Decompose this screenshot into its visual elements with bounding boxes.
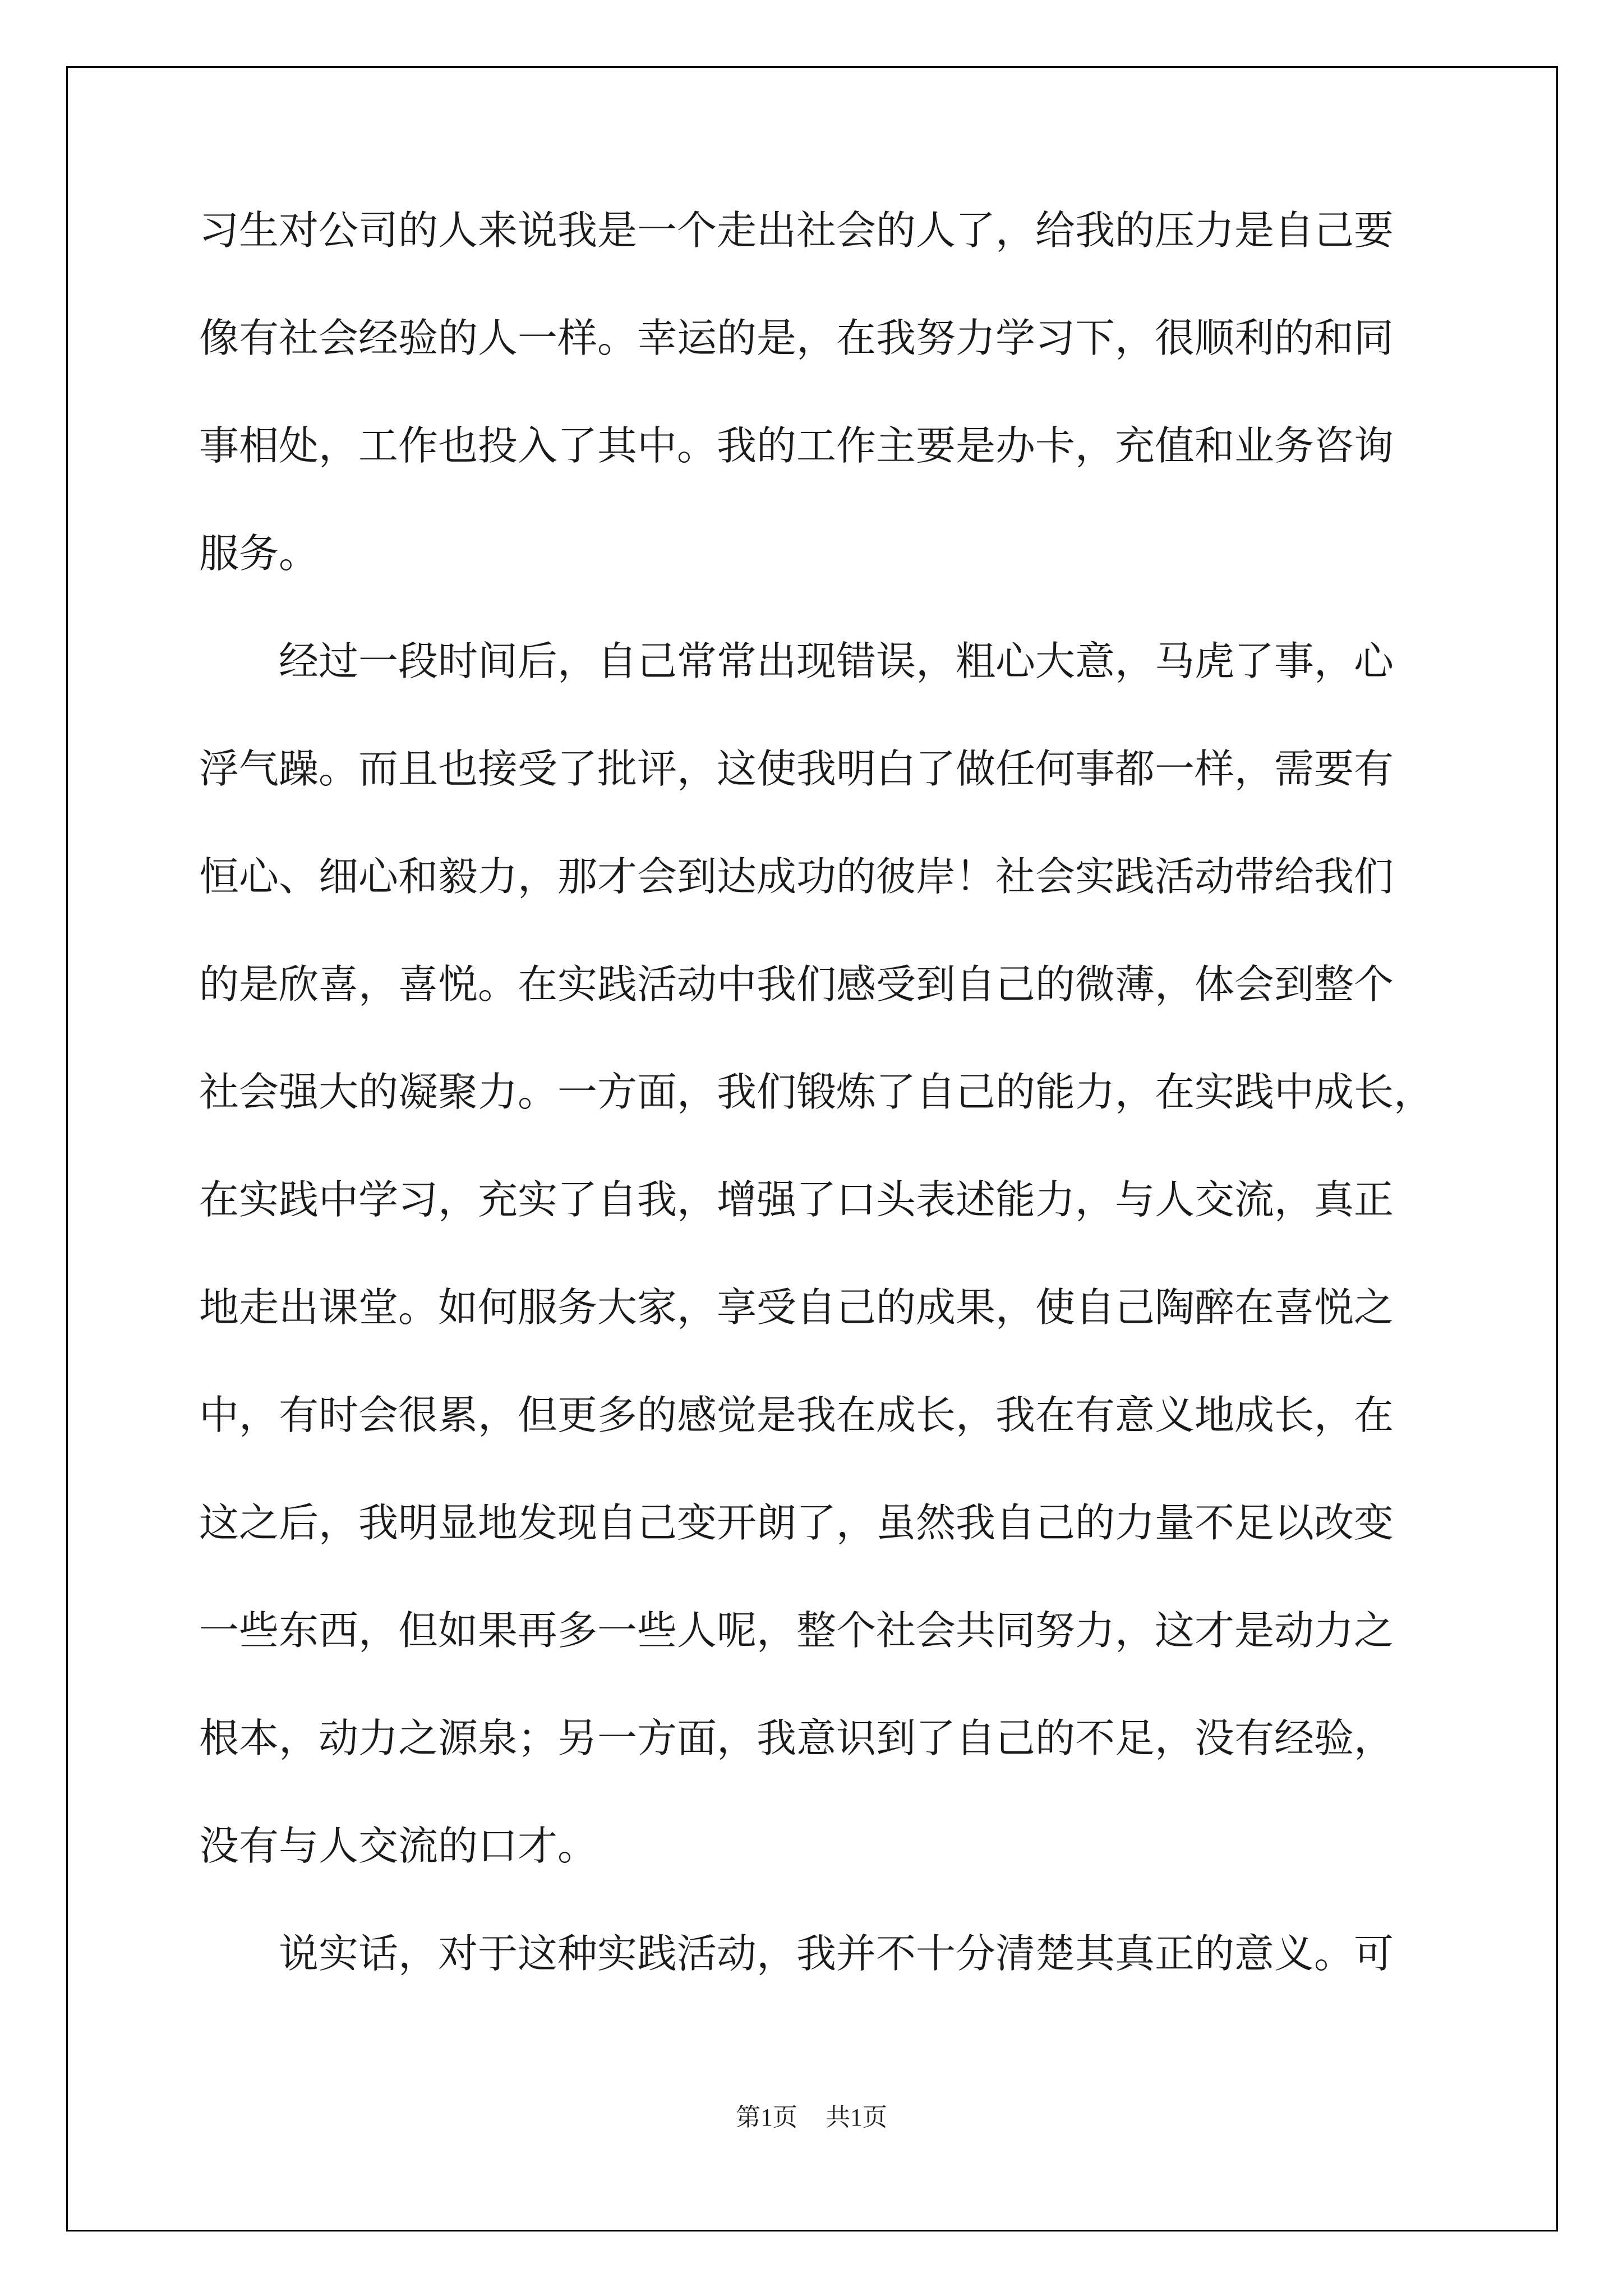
text-line: 社会强大的凝聚力。一方面，我们锻炼了自己的能力，在实践中成长，: [199, 1069, 1434, 1115]
page-frame: [66, 66, 1558, 2231]
text-line: 浮气躁。而且也接受了批评，这使我明白了做任何事都一样，需要有: [199, 746, 1394, 792]
text-line: 服务。: [199, 530, 319, 577]
text-line: 根本，动力之源泉；另一方面，我意识到了自己的不足，没有经验，: [199, 1715, 1394, 1761]
text-line: 的是欣喜，喜悦。在实践活动中我们感受到自己的微薄，体会到整个: [199, 961, 1394, 1007]
paragraph-start-line: 说实话，对于这种实践活动，我并不十分清楚其真正的意义。可: [279, 1930, 1394, 1977]
text-line: 在实践中学习，充实了自我，增强了口头表述能力，与人交流，真正: [199, 1176, 1394, 1223]
text-line: 中，有时会很累，但更多的感觉是我在成长，我在有意义地成长，在: [199, 1392, 1394, 1438]
paragraph-start-line: 经过一段时间后，自己常常出现错误，粗心大意，马虎了事，心: [279, 638, 1394, 684]
page-footer: [0, 2097, 1623, 2133]
total-pages-label: 共1页: [826, 2104, 887, 2131]
text-line: 地走出课堂。如何服务大家，享受自己的成果，使自己陶醉在喜悦之: [199, 1284, 1394, 1331]
page-number-label: 第1页: [736, 2104, 797, 2131]
text-line: 恒心、细心和毅力，那才会到达成功的彼岸！社会实践活动带给我们: [199, 853, 1394, 900]
text-line: 没有与人交流的口才。: [199, 1823, 598, 1869]
text-line: 这之后，我明显地发现自己变开朗了，虽然我自己的力量不足以改变: [199, 1499, 1394, 1546]
text-line: 一些东西，但如果再多一些人呢，整个社会共同努力，这才是动力之: [199, 1607, 1394, 1654]
text-line: 习生对公司的人来说我是一个走出社会的人了，给我的压力是自己要: [199, 207, 1394, 254]
text-line: 像有社会经验的人一样。幸运的是，在我努力学习下，很顺利的和同: [199, 315, 1394, 361]
text-line: 事相处，工作也投入了其中。我的工作主要是办卡，充值和业务咨询: [199, 422, 1394, 469]
